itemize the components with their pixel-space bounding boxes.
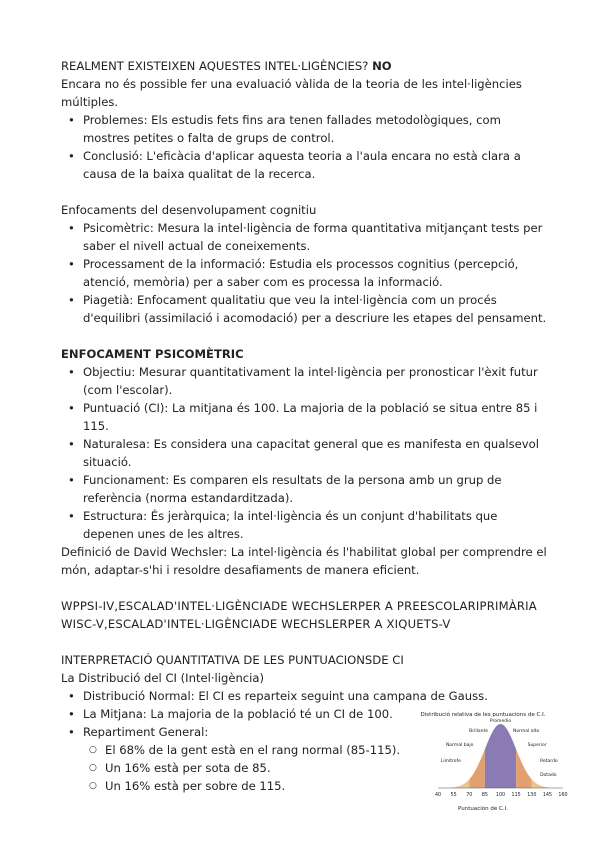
list-item: • Problemes: Els estudis fets fins ara tenen fallades metodològiques, com mostres petites o falta de grups de control. xyxy=(61,111,550,147)
curve-label: Promedio xyxy=(489,719,512,724)
tick-label: 145 xyxy=(542,793,552,798)
curve-label: Superior xyxy=(527,743,547,748)
tick-label: 115 xyxy=(511,793,521,798)
tick-label: 160 xyxy=(558,793,568,798)
wppsi-line: WPPSI-IV,ESCALAD'INTEL·LIGÈNCIADE WECHSLERPER A PREESCOLARIPRIMÀRIA xyxy=(61,599,537,613)
x-axis-label: Puntuación de C.I. xyxy=(458,806,508,812)
curve-label: Normal alto xyxy=(513,729,540,734)
curve-label: Retardo xyxy=(540,759,558,764)
iq-distribution-figure xyxy=(393,712,573,812)
band-tail-right xyxy=(532,779,548,788)
list-item: • Psicomètric: Mesura la intel·ligència de forma quantitativa mitjançant tests per saber el nivell actual de coneixements. xyxy=(61,219,550,255)
sub-list-item: ○ El 68% de la gent està en el rang normal (85-115). xyxy=(61,741,550,759)
section3-title: ENFOCAMENT PSICOMÈTRIC xyxy=(61,347,244,361)
list-item: • Estructura: És jeràrquica; la intel·ligència és un conjunt d'habilitats que depenen unes de les altres. xyxy=(61,507,550,543)
curve-label: Dotado xyxy=(540,773,557,778)
list-item: • Repartiment General: xyxy=(61,723,550,741)
section2-title: Enfocaments del desenvolupament cognitiu xyxy=(61,203,317,217)
sub-list-item: ○ Un 16% està per sobre de 115. xyxy=(61,777,550,795)
tick-label: 100 xyxy=(495,793,506,798)
wechsler-definition: Definició de David Wechsler: La intel·ligència és l'habilitat global per comprendre el món, adaptar-s'hi i resoldre desafiaments de manera eficient. xyxy=(61,545,547,577)
tick-label: 85 xyxy=(481,793,488,798)
list-item: • Processament de la informació: Estudia els processos cognitius (percepció, atenció, memòria) per a saber com es processa la informació. xyxy=(61,255,550,291)
section1-intro: Encara no és possible fer una evaluació vàlida de la teoria de les intel·ligències múltiples. xyxy=(61,77,522,109)
x-ticks xyxy=(435,792,568,798)
figure-title: Distribució relativa de les puntuacions de C.I. xyxy=(420,712,546,718)
band-mid-left xyxy=(469,749,485,788)
answer-text: NO xyxy=(372,59,392,73)
list-item: • Distribució Normal: El CI es reparteix seguint una campana de Gauss. xyxy=(61,687,550,705)
tick-label: 40 xyxy=(434,793,442,798)
curve-label: Brillante xyxy=(469,729,488,734)
section1-heading xyxy=(61,57,550,75)
curve-label: Limítrofe xyxy=(440,759,461,764)
tick-label: 55 xyxy=(450,793,457,798)
section2-list xyxy=(61,219,550,327)
band-tail-left xyxy=(454,779,470,788)
tick-label: 70 xyxy=(466,793,473,798)
sub-list-item: ○ Un 16% està per sota de 85. xyxy=(61,759,550,777)
curve-label: Normal bajo xyxy=(446,743,474,748)
band-mid-right xyxy=(516,749,532,788)
band-center xyxy=(485,724,516,788)
list-item: • Puntuació (CI): La mitjana és 100. La majoria de la població se situa entre 85 i 115. xyxy=(61,399,550,435)
bell-curve-chart xyxy=(393,718,573,812)
question-text: REALMENT EXISTEIXEN AQUESTES INTEL·LIGÈNCIES? xyxy=(61,59,369,73)
bell-curve xyxy=(438,724,563,788)
wisc-line: WISC-V,ESCALAD'INTEL·LIGÈNCIADE WECHSLERPER A XIQUETS-V xyxy=(61,617,451,631)
list-item: • Naturalesa: Es considera una capacitat general que es manifesta en qualsevol situació. xyxy=(61,435,550,471)
section5-subtitle: La Distribució del CI (Intel·ligència) xyxy=(61,671,265,685)
list-item: • Piagetià: Enfocament qualitatiu que veu la intel·ligència com un procés d'equilibri (assimilació i acomodació) per a descriure les etapes del pensament. xyxy=(61,291,550,327)
tick-label: 130 xyxy=(527,793,537,798)
list-item: • Conclusió: L'eficàcia d'aplicar aquesta teoria a l'aula encara no està clara a causa de la baixa qualitat de la recerca. xyxy=(61,147,550,183)
section1-list xyxy=(61,111,550,183)
list-item: • Funcionament: Es comparen els resultats de la persona amb un grup de referència (norma estandarditzada). xyxy=(61,471,550,507)
list-item: • Objectiu: Mesurar quantitativament la intel·ligència per pronosticar l'èxit futur (com l'escolar). xyxy=(61,363,550,399)
list-item: • La Mitjana: La majoria de la població té un CI de 100. xyxy=(61,705,550,723)
section5-title: INTERPRETACIÓ QUANTITATIVA DE LES PUNTUACIONSDE CI xyxy=(61,653,404,667)
section3-list xyxy=(61,363,550,543)
